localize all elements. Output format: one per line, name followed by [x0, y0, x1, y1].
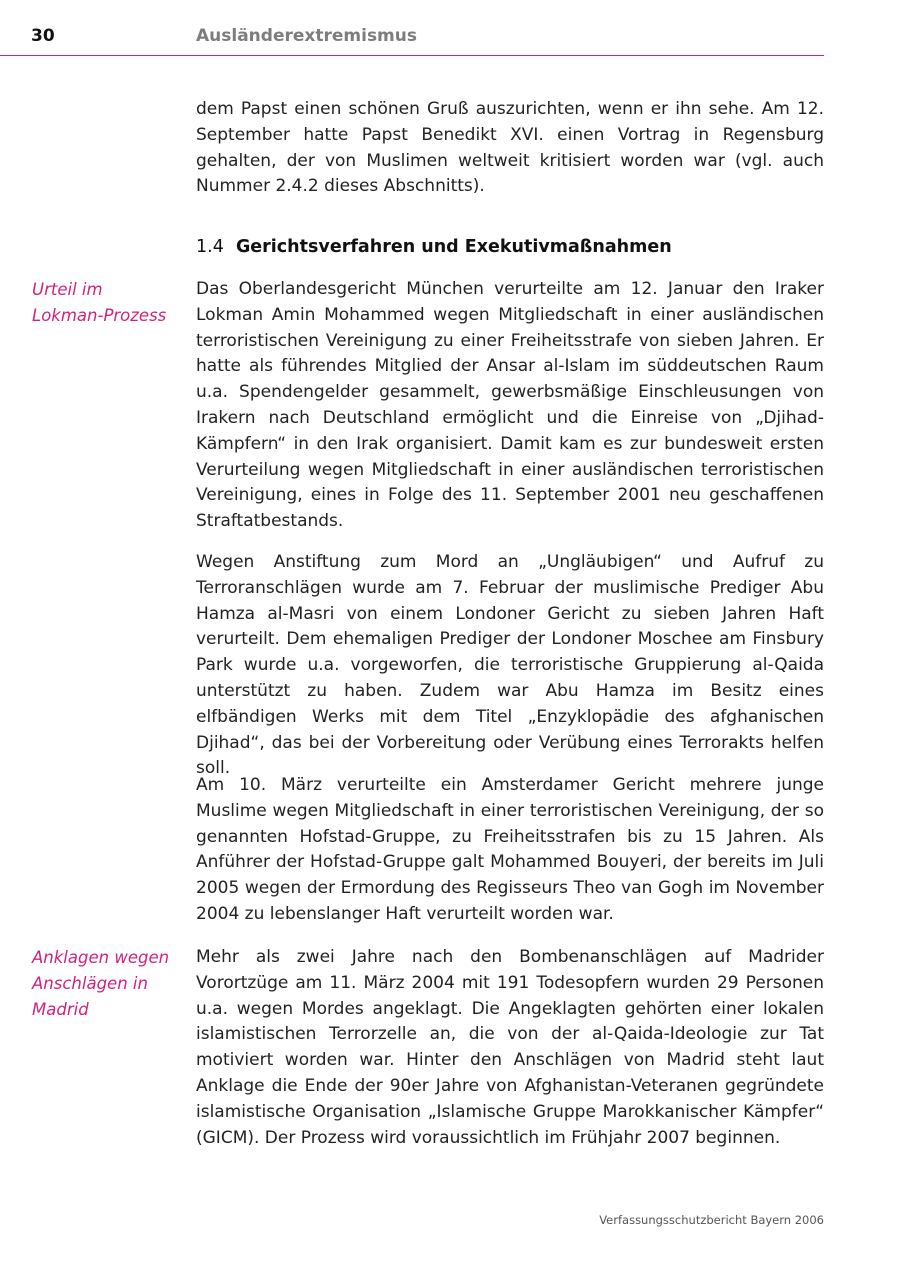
header-divider [0, 55, 824, 56]
paragraph-madrid: Mehr als zwei Jahre nach den Bombenanschlägen auf Madrider Vorortzüge am 11. März 2004 mit 191 Todesopfern wurden 29 Personen u.a. wegen Mordes angeklagt. Die Angeklagten gehörten einer lokalen islamistischen Terrorzelle an, die von der al-Qaida-Ideologie zur Tat motiviert worden war. Hinter den Anschlägen von Madrid steht laut Anklage die Ende der 90er Jahre von Afghanistan-Veteranen gegründete islamistische Organisation „Islamische Gruppe Marokkanischer Kämpfer“ (GICM). Der Prozess wird voraussichtlich im Frühjahr 2007 beginnen. [196, 947, 824, 1148]
margin-note-madrid [32, 945, 182, 1023]
running-title: Ausländerextremismus [196, 26, 417, 46]
section-title: Gerichtsverfahren und Exekutivmaßnahmen [235, 237, 672, 257]
margin-note-line: Urteil im [32, 280, 103, 299]
margin-note-lokman [32, 277, 182, 329]
section-heading [196, 237, 672, 257]
paragraph-hofstad: Am 10. März verurteilte ein Amsterdamer Gericht mehrere junge Muslime wegen Mitgliedschaft in einer terroristischen Vereinigung, der so genannten Hofstad-Gruppe, zu Freiheitsstrafen bis zu 15 Jahren. Als Anführer der Hofstad-Gruppe galt Mohammed Bouyeri, der bereits im Juli 2005 wegen der Ermordung des Regisseurs Theo van Gogh im November 2004 zu lebenslanger Haft verurteilt worden war. [196, 775, 824, 924]
section-number: 1.4 [196, 237, 224, 257]
page-number: 30 [31, 26, 55, 46]
page-footer: Verfassungsschutzbericht Bayern 2006 [599, 1213, 824, 1227]
margin-note-line: Madrid [32, 1000, 89, 1019]
margin-note-line: Anklagen wegen [32, 948, 170, 967]
margin-note-line: Lokman-Prozess [32, 306, 167, 325]
paragraph-lokman: Das Oberlandesgericht München verurteilte am 12. Januar den Iraker Lokman Amin Mohammed wegen Mitgliedschaft in einer ausländischen terroristischen Vereinigung zu einer Freiheitsstrafe von sieben Jahren. Er hatte als führendes Mitglied der Ansar al-Islam im süddeutschen Raum u.a. Spendengelder gesammelt, gewerbsmäßige Einschleusungen von Irakern nach Deutschland ermöglicht und die Einreise von „Djihad-Kämpfern“ in den Irak organisiert. Damit kam es zur bundesweit ersten Verurteilung wegen Mitgliedschaft in einer ausländischen terroristischen Vereinigung, eines in Folge des 11. September 2001 neu geschaffenen Straftatbestands. [196, 279, 824, 532]
paragraph-abu-hamza: Wegen Anstiftung zum Mord an „Ungläubigen“ und Aufruf zu Terroranschlägen wurde am 7. Februar der muslimische Prediger Abu Hamza al-Masri von einem Londoner Gericht zu sieben Jahren Haft verurteilt. Dem ehemaligen Prediger der Londoner Moschee am Finsbury Park wurde u.a. vorgeworfen, die terroristische Gruppierung al-Qaida unterstützt zu haben. Zudem war Abu Hamza im Besitz eines elfbändigen Werks mit dem Titel „Enzyklopädie des afghanischen Djihad“, das bei der Vorbereitung oder Verübung eines Terrorakts helfen soll. [196, 552, 824, 779]
paragraph-continuation: dem Papst einen schönen Gruß auszurichten, wenn er ihn sehe. Am 12. September hatte Papst Benedikt XVI. einen Vortrag in Regensburg gehalten, der von Muslimen weltweit kritisiert worden war (vgl. auch Nummer 2.4.2 dieses Abschnitts). [196, 99, 824, 197]
margin-note-line: Anschlägen in [32, 974, 148, 993]
page-header [0, 26, 824, 54]
